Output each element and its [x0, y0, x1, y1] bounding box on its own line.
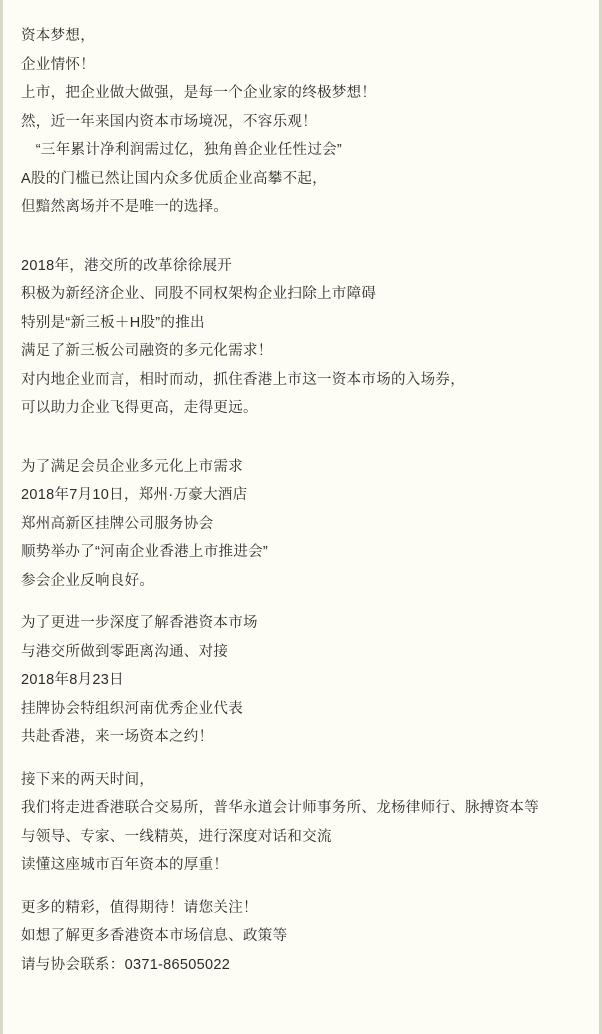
text-line: 如想了解更多香港资本市场信息、政策等	[21, 928, 288, 944]
text-line: 企业情怀！	[21, 56, 95, 73]
contact-line: 请与协会联系：0371-86505022	[21, 956, 231, 973]
text-line: 可以助力企业飞得更高，走得更远。	[21, 400, 258, 416]
text-line: 共赴香港，来一场资本之约！	[21, 729, 214, 745]
text-line: 资本梦想，	[21, 28, 95, 44]
text-line: 2018年7月10日，郑州·万豪大酒店	[21, 487, 248, 503]
text-line: 然，近一年来国内资本市场境况，不容乐观！	[21, 113, 317, 130]
text-line: 我们将走进香港联合交易所，普华永道会计师事务所、龙杨律师行、脉搏资本等	[21, 800, 539, 816]
text-line: 为了更进一步深度了解香港资本市场	[21, 615, 258, 631]
text-line: 郑州高新区挂牌公司服务协会	[21, 515, 214, 532]
block-spacer	[21, 222, 581, 252]
text-line: 特别是“新三板＋H股”的推出	[21, 314, 205, 331]
text-line: “三年累计净利润需过亿，独角兽企业任性过会”	[21, 142, 343, 158]
paragraph-block-5	[21, 766, 581, 880]
text-line: 顺势举办了“河南企业香港上市推进会”	[21, 544, 269, 560]
block-spacer	[21, 423, 581, 453]
text-line: 为了满足会员企业多元化上市需求	[21, 458, 243, 475]
paragraph-block-2	[21, 252, 581, 423]
block-spacer	[21, 595, 581, 609]
paragraph-block-3	[21, 453, 581, 596]
text-line: 满足了新三板公司融资的多元化需求！	[21, 343, 273, 359]
text-line: 但黯然离场并不是唯一的选择。	[21, 199, 229, 215]
text-line: 更多的精彩，值得期待！请您关注！	[21, 899, 258, 916]
text-line: 上市，把企业做大做强，是每一个企业家的终极梦想！	[21, 85, 377, 101]
text-line: 与领导、专家、一线精英，进行深度对话和交流	[21, 828, 332, 845]
text-line: 接下来的两天时间，	[21, 771, 155, 788]
text-line: A股的门槛已然让国内众多优质企业高攀不起，	[21, 170, 327, 187]
article-body	[21, 22, 581, 979]
text-line: 读懂这座城市百年资本的厚重！	[21, 857, 229, 873]
paragraph-block-6	[21, 894, 581, 980]
text-line: 积极为新经济企业、同股不同权架构企业扫除上市障碍	[21, 286, 377, 302]
paragraph-block-1	[21, 22, 581, 222]
text-line: 与港交所做到零距离沟通、对接	[21, 643, 229, 660]
block-spacer	[21, 880, 581, 894]
block-spacer	[21, 752, 581, 766]
text-line: 对内地企业而言，相时而动，抓住香港上市这一资本市场的入场券，	[21, 371, 465, 388]
paragraph-block-4	[21, 609, 581, 752]
text-line: 参会企业反响良好。	[21, 572, 155, 589]
text-line: 2018年8月23日	[21, 672, 124, 688]
text-line: 2018年，港交所的改革徐徐展开	[21, 257, 233, 274]
text-line: 挂牌协会特组织河南优秀企业代表	[21, 700, 243, 717]
